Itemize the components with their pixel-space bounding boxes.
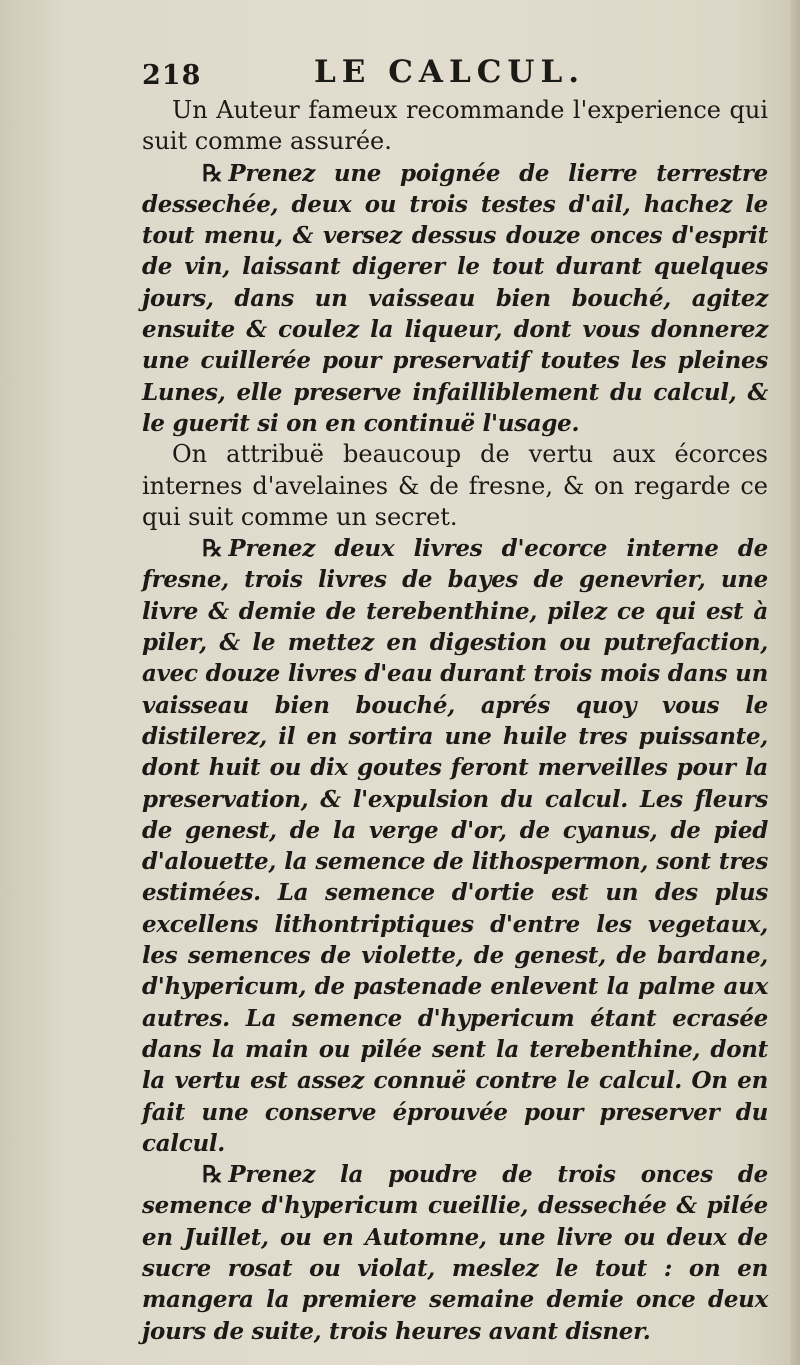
paragraph-text: Prenez deux livres d'ecorce interne de fresne, trois livres de bayes de genevrier, une livre & demie de terebenthine, pilez ce qui est à piler, & le mettez en digestion ou putrefaction, avec douze livres d'eau durant trois mois dans un vaisseau bien bouché, aprés quoy vous le distilerez, il en sortira une huile tres puissante, dont huit ou dix goutes feront merveilles pour la preservation, & l'expulsion du calcul. Les fleurs de genest, de la verge d'or, de cyanus, de pied d'alouette, la semence de lithospermon, sont tres estimées. La semence d'ortie est un des plus excellens lithontriptiques d'entre les vegetaux, les semences de violette, de genest, de bardane, d'hypericum, de pastenade enlevent la palme aux autres. La semence d'hypericum étant ecrasée dans la main ou pilée sent la terebenthine, dont la vertu est assez connuë contre le calcul. On en fait une conserve éprouvée pour preserver du calcul. (142, 535, 768, 1157)
page-edge (790, 0, 800, 1365)
paragraph-text: On attribuë beaucoup de vertu aux écorces internes d'avelaines & de fresne, & on regarde ce qui suit comme un secret. (142, 440, 768, 531)
recipe-symbol: ℞ (202, 1161, 223, 1189)
paragraph-text: Un Auteur fameux recommande l'experience qui suit comme assurée. (142, 96, 768, 156)
page-number: 218 (142, 60, 202, 91)
paragraph-intro (142, 95, 768, 158)
recipe-symbol: ℞ (202, 535, 223, 563)
page-header (142, 52, 662, 92)
body-text (142, 95, 768, 1347)
running-head: LE CALCUL. (314, 54, 586, 90)
paragraph-text: Prenez une poignée de lierre terrestre dessechée, deux ou trois testes d'ail, hachez le tout menu, & versez dessus douze onces d'esprit de vin, laissant digerer le tout durant quelques jours, dans un vaisseau bien bouché, agitez ensuite & coulez la liqueur, dont vous donnerez une cuillerée pour preservatif toutes les pleines Lunes, elle preserve infailliblement du calcul, & le guerit si on en continuë l'usage. (142, 159, 768, 437)
recipe-paragraph-fresne (142, 533, 768, 1159)
recipe-paragraph-lierre (142, 158, 768, 440)
recipe-symbol: ℞ (202, 159, 223, 187)
paragraph-ecorces (142, 439, 768, 533)
recipe-paragraph-hypericum (142, 1159, 768, 1347)
paragraph-text: Prenez la poudre de trois onces de semence d'hypericum cueillie, dessechée & pilée en Juillet, ou en Automne, une livre ou deux de sucre rosat ou violat, meslez le tout : on en mangera la premiere semaine demie once deux jours de suite, trois heures avant disner. (142, 1161, 768, 1345)
